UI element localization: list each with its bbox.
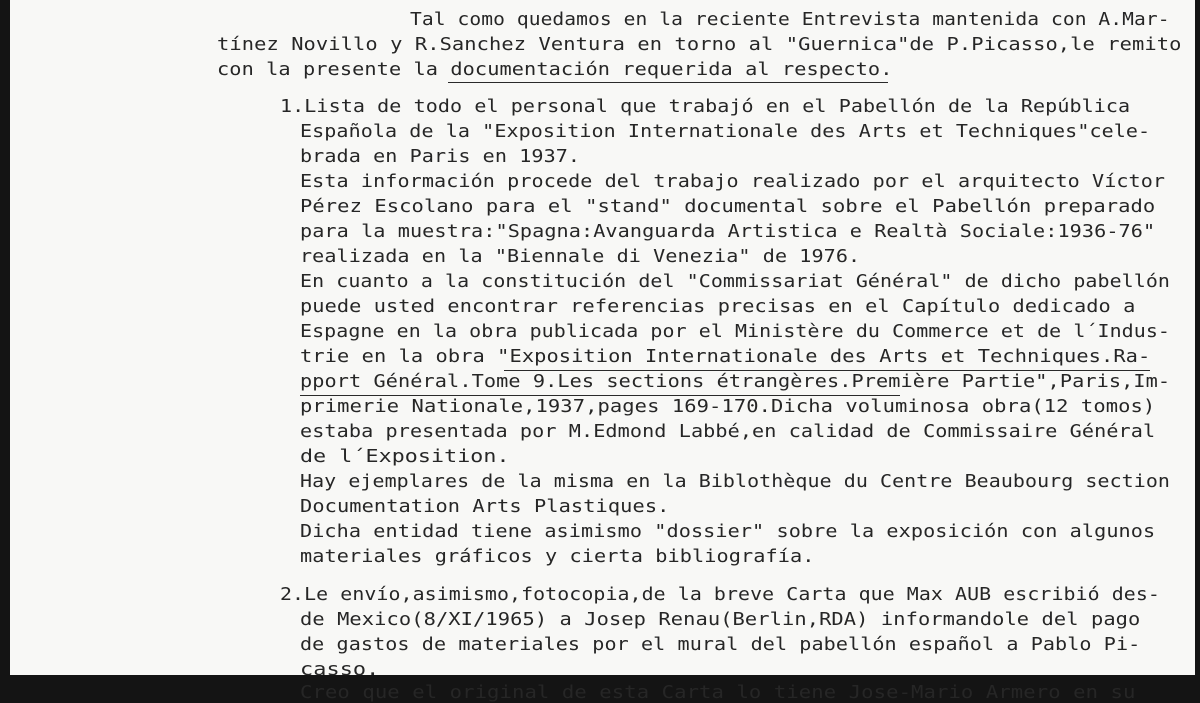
text-line: para la muestra:"Spagna:Avanguarda Artistica e Realtà Sociale:1936-76"	[300, 221, 1156, 242]
text-line: Creo que el original de esta Carta lo tiene Jose-Mario Armero en su	[300, 682, 1136, 703]
text-line: brada en Paris en 1937.	[300, 146, 581, 167]
text-line: Hay ejemplares de la misma en la Biblothèque du Centre Beaubourg section	[300, 471, 1171, 492]
text-line: de Mexico(8/XI/1965) a Josep Renau(Berlin,RDA) informandole del pago	[300, 609, 1141, 630]
text-line: primerie Nationale,1937,pages 169-170.Dicha voluminosa obra(12 tomos)	[300, 396, 1156, 417]
text-line: con la presente la documentación requerida al respecto.	[217, 59, 893, 80]
text-line: materiales gráficos y cierta bibliografía.	[300, 546, 815, 567]
text-line: realizada en la "Biennale di Venezia" de 1976.	[300, 246, 861, 267]
text-line: 1.Lista de todo el personal que trabajó en el Pabellón de la República	[280, 96, 1131, 117]
text-line: de gastos de materiales por el mural del pabellón español a Pablo Pi-	[300, 634, 1141, 655]
underline	[448, 82, 888, 83]
text-line: En cuanto a la constitución del "Commissariat Général" de dicho pabellón	[300, 271, 1171, 292]
scanned-letter-page	[10, 0, 1195, 703]
text-line: 2.Le envío,asimismo,fotocopia,de la breve Carta que Max AUB escribió des-	[280, 584, 1160, 605]
text-line: pport Général.Tome 9.Les sections étrangères.Première Partie",Paris,Im-	[300, 371, 1171, 392]
text-line: tínez Novillo y R.Sanchez Ventura en torno al "Guernica"de P.Picasso,le remito	[217, 34, 1182, 55]
text-line: casso.	[300, 659, 380, 680]
text-line: Dicha entidad tiene asimismo "dossier" sobre la exposición con algunos	[300, 521, 1156, 542]
text-line: puede usted encontrar referencias precisas en el Capítulo dedicado a	[300, 296, 1136, 317]
text-line: de l´Exposition.	[300, 446, 510, 467]
text-line: trie en la obra "Exposition Internationale des Arts et Techniques.Ra-	[300, 346, 1151, 367]
text-line: Espagne en la obra publicada por el Ministère du Commerce et de l´Indus-	[300, 321, 1171, 342]
text-line: Pérez Escolano para el "stand" documental sobre el Pabellón preparado	[300, 196, 1156, 217]
text-line: Española de la "Exposition Internationale des Arts et Techniques"cele-	[300, 121, 1151, 142]
text-line: Esta información procede del trabajo realizado por el arquitecto Víctor	[300, 171, 1166, 192]
text-line: Tal como quedamos en la reciente Entrevista mantenida con A.Mar-	[410, 9, 1170, 30]
text-line: estaba presentada por M.Edmond Labbé,en calidad de Commissaire Général	[300, 421, 1156, 442]
text-line: Documentation Arts Plastiques.	[300, 496, 670, 517]
